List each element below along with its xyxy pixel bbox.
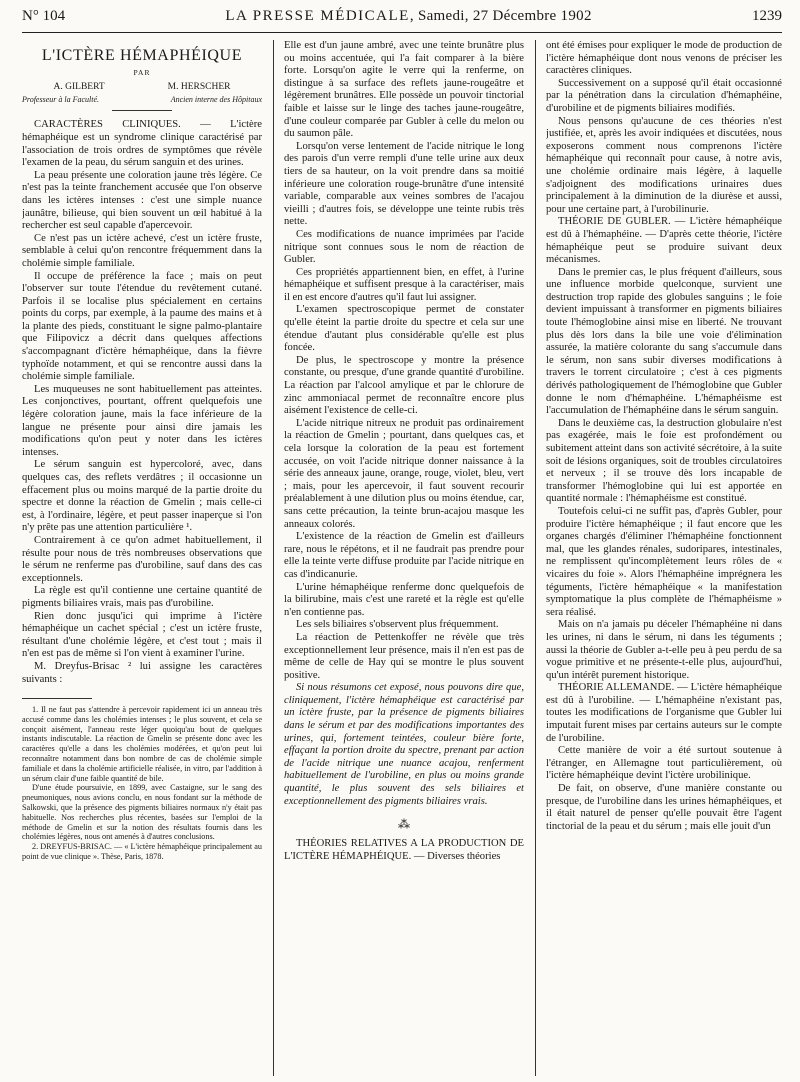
paragraph: Cette manière de voir a été surtout soutenue à l'étranger, en Allemagne tout particulièrement, où l'ictère hémaphéique devint l'ictère urobilinique. xyxy=(546,745,782,782)
issue-date: , Samedi, 27 Décembre 1902 xyxy=(409,8,592,24)
author-name: A. GILBERT xyxy=(53,82,105,93)
author-role: Ancien interne des Hôpitaux xyxy=(170,94,262,104)
paragraph: Contrairement à ce qu'on admet habituellement, il résulte pour nous de très nombreuses observations que le sérum ne renferme pas d'urobiline, sauf dans des cas exceptionnels. xyxy=(22,534,262,584)
footnote: 2. DREYFUS-BRISAC. — « L'ictère hémaphéique principalement au point de vue clinique ». Thèse, Paris, 1878. xyxy=(22,842,262,862)
paragraph: Ces modifications de nuance imprimées par l'acide nitrique sont connues sous le nom de réaction de Gubler. xyxy=(284,228,524,266)
column-3 xyxy=(546,40,782,1076)
footnote: D'une étude poursuivie, en 1899, avec Castaigne, sur le sang des pneumoniques, nous avions conclu, en nous fondant sur la méthode de Salkowski, que la présence des pigments biliaires normaux n'y était pas habituelle. Nos recherches plus récentes, basées sur l'emploi de la méthode de Gmelin et sur la notion des résultats fournis dans les cholémies légères, nous ont amenés à d'autres conclusions. xyxy=(22,783,262,842)
paragraph: Les muqueuses ne sont habituellement pas atteintes. Les conjonctives, pourtant, offrent quelquefois une légère coloration jaune, mais la face inférieure de la langue ne présente pour ainsi dire jamais les modifications qu'on peut y noter dans les ictères intenses. xyxy=(22,383,262,458)
paragraph: Lorsqu'on verse lentement de l'acide nitrique le long des parois d'un verre rempli d'une telle urine aux deux tiers de sa hauteur, on la voit prendre dans sa moitié inférieure une coloration rouge-brunâtre d'une intensité variable, comparable aux veines sombres de l'acajou vieilli ; d'autres fois, se développe une teinte rubis très nette. xyxy=(284,140,524,228)
authors xyxy=(22,81,262,94)
paragraph: L'examen spectroscopique permet de constater qu'elle éteint la partie droite du spectre et cela sur une étendue d'autant plus considérable qu'elle est plus foncée. xyxy=(284,304,524,354)
text-columns xyxy=(22,40,782,1076)
paragraph: Il occupe de préférence la face ; mais on peut l'observer sur toute l'étendue du revêtement cutané. Parfois il se localise plus spécialement en certains points du corps, par exemple, à la paume des mains et à la plante des pieds, constituant le signe palmo-plantaire que Filipovicz a décrit dans quelques affections s'accompagnant d'ictère hémaphéique, dans la fièvre typhoïde notamment, et qui se rencontre aussi dans la cholémie simple familiale. xyxy=(22,270,262,383)
article-title: L'ICTÈRE HÉMAPHÉIQUE xyxy=(41,47,243,64)
paragraph: THÉORIE ALLEMANDE. — L'ictère hémaphéique est dû à l'urobiline. — L'hémaphéine n'existant pas, toutes les modifications de l'organisme que Gubler lui imputait furent mises par certains auteurs sur le compte de l'urobiline. xyxy=(546,682,782,744)
footnote: 1. Il ne faut pas s'attendre à percevoir rapidement ici un anneau très accusé comme dans les cholémies intenses ; le plus souvent, et cela se conçoit aisément, l'anneau reste léger quoiqu'au bout de quelques instants indiscutable. La réaction de Gmelin se présente donc avec les caractères qu'elle a dans les cholémies modérées, et qu'on peut lui reconnaître notamment dans bon nombre de cas de cholémie simple familiale et dans la cholémie artificielle réalisée, in vitro, par l'addition à un sérum clair d'une faible quantité de bile. xyxy=(22,705,262,783)
page-number: 1239 xyxy=(752,8,782,24)
paragraph: ont été émises pour expliquer le mode de production de l'ictère hémaphéique dont nous venons de préciser les caractères cliniques. xyxy=(546,40,782,77)
paragraph: La règle est qu'il contienne une certaine quantité de pigments biliaires vrais, mais pas d'urobiline. xyxy=(22,585,262,609)
section-ornament: ⁂ xyxy=(398,817,410,832)
page-header xyxy=(22,8,782,33)
paragraph: CARACTÈRES CLINIQUES. — L'ictère hémaphéique est un syndrome clinique caractérisé par l'association de trois ordres de symptômes que révèle l'examen de la peau, du sérum sanguin et des urines. xyxy=(22,119,262,169)
column-rule xyxy=(273,40,274,1076)
paragraph: De fait, on observe, d'une manière constante ou presque, de l'urobiline dans les urines hémaphéiques, et il était naturel de penser qu'elle pouvait être l'agent tinctorial de la peau et du sérum ; mais elle jouit d'un xyxy=(546,783,782,832)
paragraph: L'urine hémaphéique renferme donc quelquefois de la bilirubine, mais c'est une rareté et la règle est qu'elle n'en contienne pas. xyxy=(284,581,524,618)
summary-paragraph: Si nous résumons cet exposé, nous pouvons dire que, cliniquement, l'ictère hémaphéique est caractérisé par un ictère fruste, par la présence de pigments biliaires dans le sérum et par des modifications importantes des urines, qui, fortement teintées, couleur bière forte, effaçant la portion droite du spectre, prenant par action de l'acide nitrique une nuance acajou, renferment habituellement de l'urobiline, en plus ou moins grande quantité, le plus souvent des sels biliaires et exceptionnellement des pigments biliaires vrais. xyxy=(284,682,524,807)
paragraph: Mais on n'a jamais pu déceler l'hémaphéine ni dans les urines, ni dans le sérum, ni dans les téguments ; aussi la théorie de Gubler a-t-elle peu à peu perdu de sa vogue primitive et ne présente-t-elle plus, aujourd'hui, qu'un intérêt purement historique. xyxy=(546,619,782,681)
paragraph: Toutefois celui-ci ne suffit pas, d'après Gubler, pour produire l'ictère hémaphéique ; il faut encore que les organes chargés d'éliminer l'hémaphéine fonctionnent mal, que les glandes rénales, sudoripares, intestinales, ne remplissent qu'incomplètement leurs rôles de « vicaires du foie ». Alors l'hémaphéine imprégnera les téguments, l'ictère hémaphéique « la manifestation symptomatique la plus complète de l'hémaphéisme » sera réalisé. xyxy=(546,505,782,618)
title-divider xyxy=(112,110,172,111)
paragraph: Ce n'est pas un ictère achevé, c'est un ictère fruste, semblable à celui qu'on rencontre fréquemment dans la cholémie simple familiale. xyxy=(22,232,262,269)
author-name: M. HERSCHER xyxy=(167,82,231,93)
footnotes xyxy=(22,705,262,862)
paragraph: THÉORIE DE GUBLER. — L'ictère hémaphéique est dû à l'hémaphéine. — D'après cette théorie, l'ictère hémaphéique peut se produire suivant deux mécanismes. xyxy=(546,216,782,266)
column-rule xyxy=(535,40,536,1076)
paragraph: De plus, le spectroscope y montre la présence constante, ou presque, d'une grande quantité d'urobiline. La réaction par l'alcool amylique et par le chlorure de zinc ammoniacal permet de reconnaître encore plus aisément l'existence de celle-ci. xyxy=(284,354,524,417)
journal-name: LA PRESSE MÉDICALE xyxy=(225,8,410,24)
paragraph: La réaction de Pettenkoffer ne révèle que très exceptionnellement leur présence, mais il n'en est pas de même de celle de Hay qui se montre le plus souvent positive. xyxy=(284,631,524,681)
column-2 xyxy=(284,40,524,1076)
paragraph: Elle est d'un jaune ambré, avec une teinte brunâtre plus ou moins accentuée, qui l'a fait comparer à la bière forte. Lorsqu'on agite le verre qui la renferme, on distingue à sa surface des reflets jaune-rougeâtre et légèrement brunâtres. Elle possède un pouvoir tinctorial faible et laisse sur le linge des taches jaune-rougeâtre, d'une couleur comparée par Gubler à celle du melon ou du saumon pâle. xyxy=(284,40,524,140)
paragraph: Rien donc jusqu'ici qui imprime à l'ictère hémaphéique un cachet spécial ; c'est un ictère fruste, résultant d'une cholémie légère, et c'est tout ; mais il n'en est pas de même si l'on vient à examiner l'urine. xyxy=(22,610,262,660)
paragraph: Dans le deuxième cas, la destruction globulaire n'est pas exagérée, mais le foie est profondément ou subitement atteint dans son activité sécrétoire, à la suite soit de lésions organiques, soit de troubles circulatoires et nerveux ; il se trouve dès lors incapable de transformer l'hémoglobine qui lui est apportée en quantité normale : l'hémaphéisme est constitué. xyxy=(546,417,782,505)
paragraph: La peau présente une coloration jaune très légère. Ce n'est pas la teinte franchement accusée que l'on observe dans les ictères intenses : c'est une simple nuance jaunâtre, bilieuse, qui bien souvent un œil habitué à la rechercher est seul capable d'apercevoir. xyxy=(22,169,262,232)
paragraph: Les sels biliaires s'observent plus fréquemment. xyxy=(296,619,499,631)
byline-par: PAR xyxy=(133,67,151,77)
section-heading-paragraph: THÉORIES RELATIVES A LA PRODUCTION DE L'ICTÈRE HÉMAPHÉIQUE. — Diverses théories xyxy=(284,838,524,862)
footnote-divider xyxy=(22,698,92,699)
paragraph: Nous pensons qu'aucune de ces théories n'est justifiée, et, après les avoir indiquées et discutées, nous exposerons comment nous comprenons l'ictère hémaphéique qui reconnaît pour cause, à notre avis, une cholémie ordinaire mais légère, à laquelle s'adjoignent des modifications urinaires dues principalement à la diminution de la diurèse et aussi, pour une certaine part, à l'urobilinurie. xyxy=(546,115,782,215)
paragraph: L'acide nitrique nitreux ne produit pas ordinairement la réaction de Gmelin ; pourtant, dans quelques cas, et cela lorsque la coloration de la peau est fortement accusée, on voit l'acide nitrique donner naissance à la série des anneaux jaune, orange, rouge, violet, bleu, vert ; mais, pour les apercevoir, il faut souvent recourir préalablement à une dilution plus ou moins étendue, car, sans cette précaution, la teinte brun-acajou masque les anneaux colorés. xyxy=(284,417,524,530)
paragraph: L'existence de la réaction de Gmelin est d'ailleurs rare, nous le répétons, et il ne faudrait pas prendre pour elle la teinte verte diffuse produite par l'acide nitrique en cas d'indicanurie. xyxy=(284,531,524,580)
paragraph: M. Dreyfus-Brisac ² lui assigne les caractères suivants : xyxy=(22,660,262,685)
issue-number: N° 104 xyxy=(22,8,66,24)
masthead xyxy=(225,8,591,25)
paragraph: Ces propriétés appartiennent bien, en effet, à l'urine hémaphéique et suffisent presque à la caractériser, mais il en est encore d'autres qu'il faut lui assigner. xyxy=(284,266,524,303)
paragraph: Dans le premier cas, le plus fréquent d'ailleurs, sous une influence morbide quelconque, survient une destruction trop rapide des globules sanguins ; le foie devient impuissant à transformer en pigments biliaires toute l'hémoglobine ainsi mise en liberté. Ne trouvant plus dès lors dans la bile une voie d'élimination assurée, la matière colorante du sang s'accumule dans le sérum, non sans subir diverses modifications à travers le torrent circulatoire ; c'est à ces pigments dérivés pathologiquement de l'hémoglobine que Gubler donne le nom d'hémaphéine. L'hémaphéisme est l'accumulation de l'hémaphéine dans le sérum sanguin. xyxy=(546,266,782,417)
paragraph: Le sérum sanguin est hypercoloré, avec, dans quelques cas, des reflets verdâtres ; il occasionne un effacement plus ou moins marqué de la partie droite du spectre et donne la réaction de Gmelin ; mais celle-ci est, à l'ordinaire, légère, et peut passer inaperçue si l'on n'y prête pas une attention particulière ¹. xyxy=(22,459,262,534)
column-1 xyxy=(22,40,262,1076)
paragraph: Successivement on a supposé qu'il était occasionné par la pénétration dans la circulation d'hémaphéine, d'urobiline et de pigments biliaires modifiés. xyxy=(546,77,782,114)
author-role: Professeur à la Faculté. xyxy=(22,94,100,104)
col1-text xyxy=(22,119,262,686)
author-roles xyxy=(22,94,262,107)
